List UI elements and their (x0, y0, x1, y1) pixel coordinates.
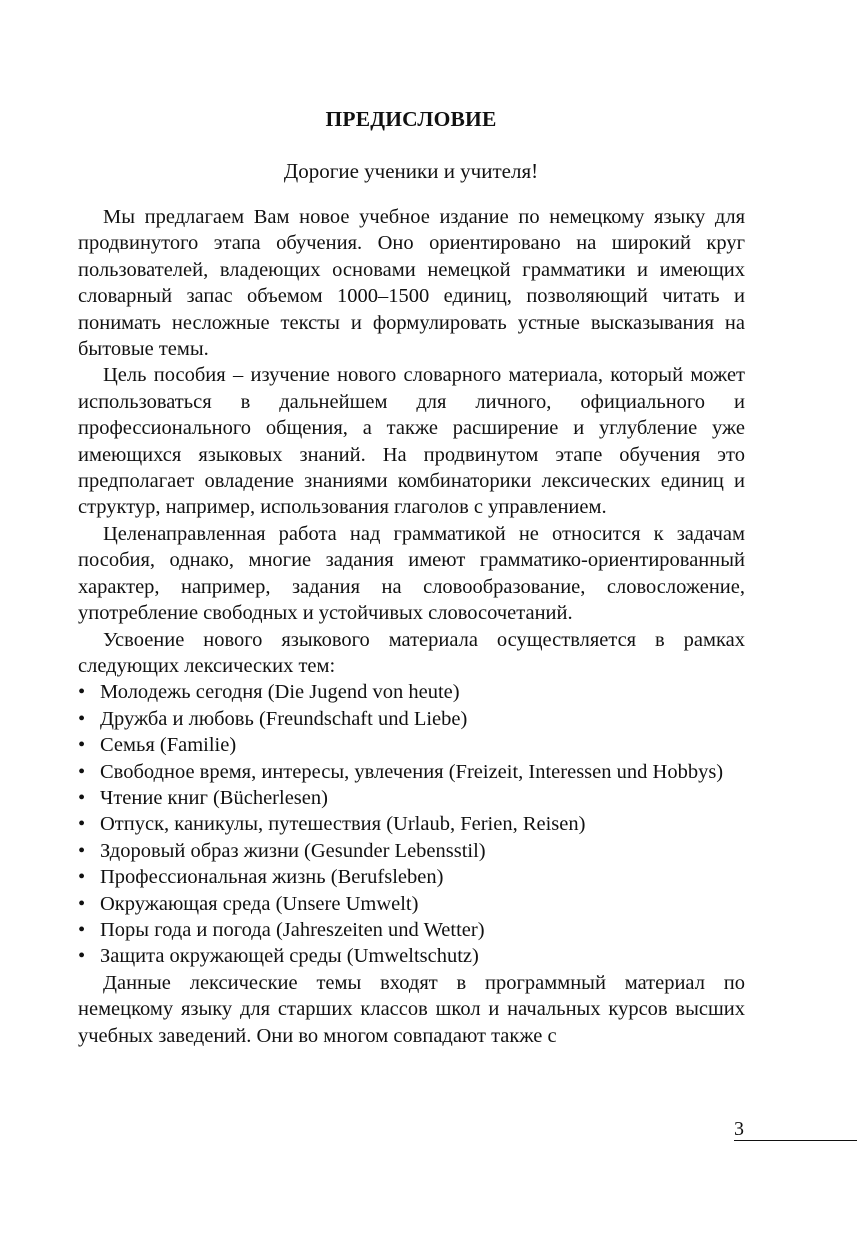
footer-rule (734, 1140, 857, 1141)
bullet-icon: • (78, 839, 86, 862)
bullet-icon: • (78, 707, 86, 730)
bullet-icon: • (78, 734, 86, 757)
list-item (78, 943, 745, 969)
list-item (78, 864, 745, 890)
list-item (78, 679, 745, 705)
page-title: ПРЕДИСЛОВИЕ (325, 107, 497, 131)
topic-label: Отпуск, каникулы, путешествия (Urlaub, Ferien, Reisen) (100, 813, 586, 836)
topic-label: Чтение книг (Bücherlesen) (100, 786, 328, 809)
topic-label: Окружающая среда (Unsere Umwelt) (100, 892, 419, 915)
bullet-icon: • (78, 866, 86, 889)
list-item (78, 785, 745, 811)
list-item (78, 732, 745, 758)
topic-label: Профессиональная жизнь (Berufsleben) (100, 866, 444, 889)
bullet-icon: • (78, 786, 86, 809)
paragraph-goal: Цель пособия – изучение нового словарного материала, который может использоваться в дальнейшем для личного, официального и профессионального общения, а также расширение и углубление уже имеющихся языковых знаний. На продвинутом этапе обучения это предполагает овладение знаниями комбинаторики лексических единиц и структур, например, использования глаголов с управлением. (78, 364, 745, 519)
paragraph-topics-intro: Усвоение нового языкового материала осуществляется в рамках следующих лексических тем: (78, 628, 745, 677)
bullet-icon: • (78, 918, 86, 941)
paragraph-grammar: Целенаправленная работа над грамматикой не относится к задачам пособия, однако, многие задания имеют грамматико-ориентированный характер, например, задания на словообразование, словосложение, употребление свободных и устойчивых словосочетаний. (78, 522, 745, 625)
list-item (78, 917, 745, 943)
bullet-icon: • (78, 681, 86, 704)
topic-label: Поры года и погода (Jahreszeiten und Wetter) (100, 918, 485, 941)
paragraph-closing: Данные лексические темы входят в программный материал по немецкому языку для старших классов школ и начальных курсов высших учебных заведений. Они во многом совпадают также с (78, 971, 745, 1047)
list-item (78, 891, 745, 917)
bullet-icon: • (78, 892, 86, 915)
bullet-icon: • (78, 760, 86, 783)
bullet-icon: • (78, 813, 86, 836)
topic-label: Защита окружающей среды (Umweltschutz) (100, 945, 479, 968)
bullet-icon: • (78, 945, 86, 968)
topic-label: Семья (Familie) (100, 734, 237, 757)
list-item (78, 838, 745, 864)
list-item (78, 706, 745, 732)
list-item (78, 811, 745, 837)
topic-list (78, 679, 745, 969)
topic-label: Здоровый образ жизни (Gesunder Lebensstil) (100, 839, 486, 862)
topic-label: Дружба и любовь (Freundschaft und Liebe) (100, 707, 468, 730)
topic-label: Свободное время, интересы, увлечения (Freizeit, Interessen und Hobbys) (100, 760, 724, 783)
paragraph-intro: Мы предлагаем Вам новое учебное издание по немецкому языку для продвинутого этапа обучения. Оно ориентировано на широкий круг пользователей, владеющих основами немецкой грамматики и имеющих словарный запас объемом 1000–1500 единиц, позволяющий читать и понимать несложные тексты и формулировать устные высказывания на бытовые темы. (78, 206, 745, 361)
topic-label: Молодежь сегодня (Die Jugend von heute) (100, 681, 460, 704)
page-number: 3 (734, 1118, 744, 1140)
salutation: Дорогие ученики и учителя! (283, 159, 539, 183)
list-item (78, 759, 745, 785)
body-text (78, 204, 745, 1049)
